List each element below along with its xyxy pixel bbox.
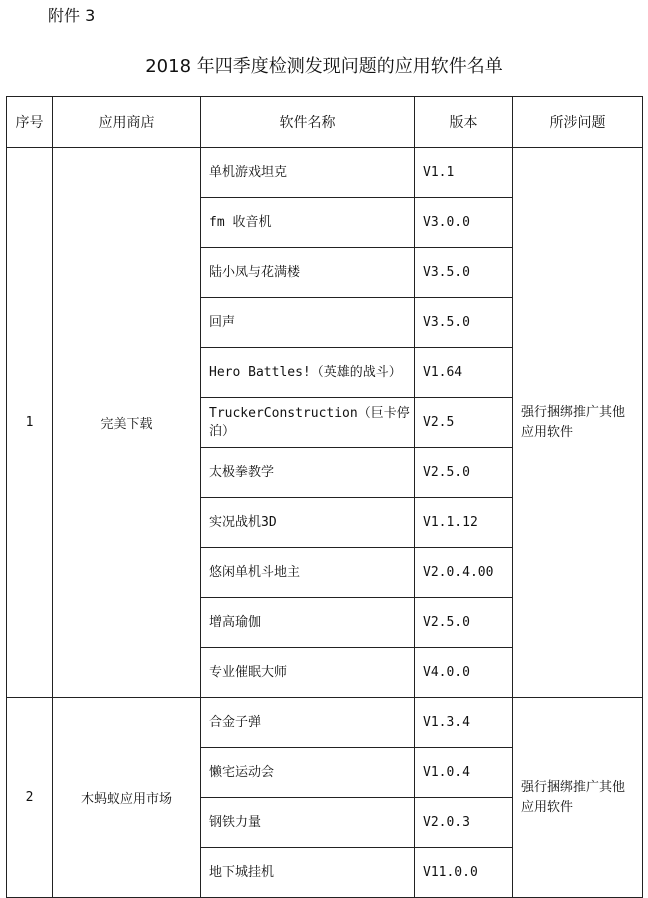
app-name: 钢铁力量	[201, 798, 415, 848]
app-version: V1.0.4	[415, 748, 513, 798]
app-name: 合金子弹	[201, 698, 415, 748]
app-name: 增高瑜伽	[201, 598, 415, 648]
group-store: 木蚂蚁应用市场	[53, 698, 201, 898]
app-version: V1.3.4	[415, 698, 513, 748]
table-row	[7, 148, 643, 198]
app-version: V2.5.0	[415, 448, 513, 498]
app-version: V1.1	[415, 148, 513, 198]
table-row	[7, 698, 643, 748]
app-name: 实况战机3D	[201, 498, 415, 548]
app-version: V4.0.0	[415, 648, 513, 698]
header-version: 版本	[415, 97, 513, 148]
header-index: 序号	[7, 97, 53, 148]
app-version: V3.5.0	[415, 248, 513, 298]
app-version: V2.0.3	[415, 798, 513, 848]
app-name: 悠闲单机斗地主	[201, 548, 415, 598]
attachment-label: 附件 3	[48, 6, 96, 25]
group-issue: 强行捆绑推广其他应用软件	[513, 148, 643, 698]
app-version: V11.0.0	[415, 848, 513, 898]
app-name: 太极拳教学	[201, 448, 415, 498]
group-index: 1	[7, 148, 53, 698]
group-store: 完美下载	[53, 148, 201, 698]
table-header-row	[7, 97, 643, 148]
app-version: V2.5	[415, 398, 513, 448]
group-issue: 强行捆绑推广其他应用软件	[513, 698, 643, 898]
app-version: V3.5.0	[415, 298, 513, 348]
header-issue: 所涉问题	[513, 97, 643, 148]
app-list-table	[6, 96, 643, 898]
header-store: 应用商店	[53, 97, 201, 148]
app-version: V1.64	[415, 348, 513, 398]
group-index: 2	[7, 698, 53, 898]
app-name: 懒宅运动会	[201, 748, 415, 798]
app-name: 陆小凤与花满楼	[201, 248, 415, 298]
app-name: Hero Battles!（英雄的战斗）	[201, 348, 415, 398]
header-app-name: 软件名称	[201, 97, 415, 148]
app-name: 回声	[201, 298, 415, 348]
document-title: 2018 年四季度检测发现问题的应用软件名单	[145, 56, 503, 77]
app-name: 专业催眠大师	[201, 648, 415, 698]
app-version: V3.0.0	[415, 198, 513, 248]
app-version: V1.1.12	[415, 498, 513, 548]
app-name: 单机游戏坦克	[201, 148, 415, 198]
app-version: V2.5.0	[415, 598, 513, 648]
app-name: fm 收音机	[201, 198, 415, 248]
app-name: 地下城挂机	[201, 848, 415, 898]
app-version: V2.0.4.00	[415, 548, 513, 598]
app-name: TruckerConstruction（巨卡停泊）	[201, 398, 415, 448]
